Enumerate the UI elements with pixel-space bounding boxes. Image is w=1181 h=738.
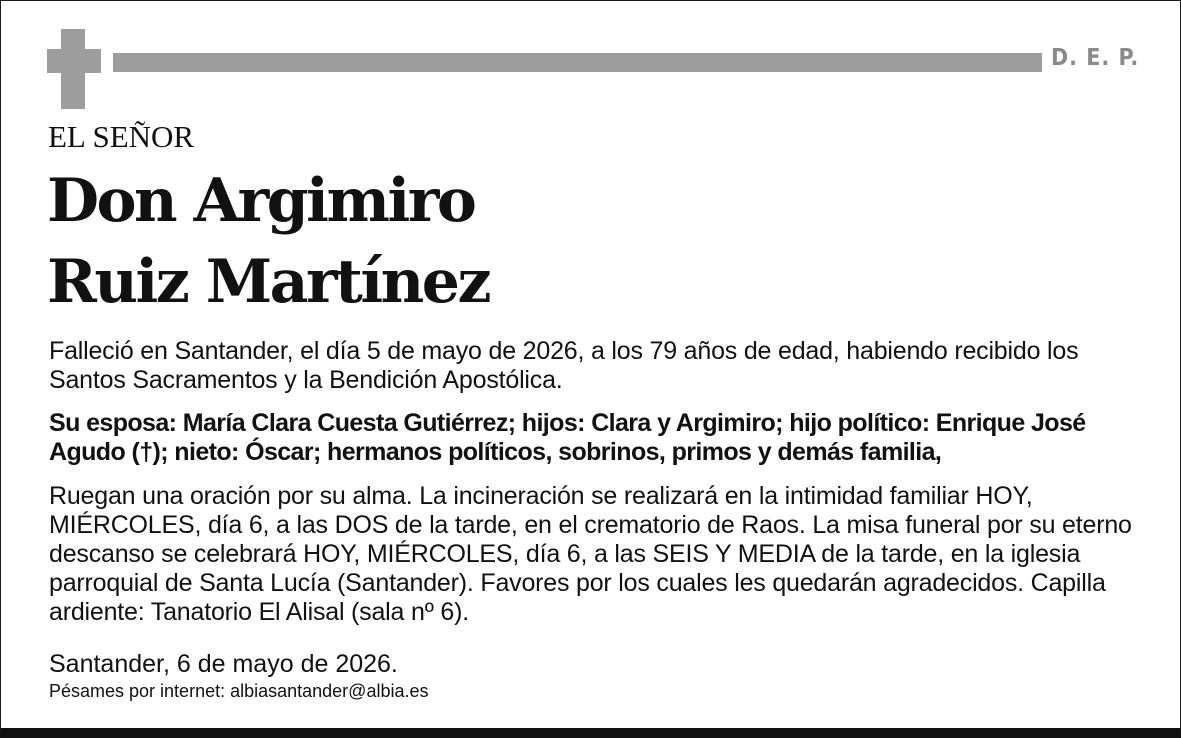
ceremony-paragraph: Ruegan una oración por su alma. La incineración se realizará en la intimidad familiar HOY, MIÉRCOLES, día 6, a las DOS de la tarde, en el crematorio de Raos. La misa funeral por su eterno descanso se celebrará HOY, MIÉRCOLES, día 6, a las SEIS Y MEDIA de la tarde, en la iglesia parroquial de Santa Lucía (Santander). Favores por los cuales les quedarán agradecidos. Capilla ardiente: Tanatorio El Alisal (sala nº 6). (49, 482, 1132, 626)
condolences-line: Pésames por internet: albiasantander@albia.es (49, 681, 429, 701)
deceased-name-line1: Don Argimiro (47, 166, 475, 236)
death-paragraph: Falleció en Santander, el día 5 de mayo de 2026, a los 79 años de edad, habiendo recibido los Santos Sacramentos y la Bendición Apostólica. (49, 337, 1079, 394)
place-date: Santander, 6 de mayo de 2026. (49, 650, 398, 678)
cross-icon (47, 29, 101, 109)
family-paragraph: Su esposa: María Clara Cuesta Gutiérrez; hijos: Clara y Argimiro; hijo político: Enrique José Agudo (†); nieto: Óscar; hermanos políticos, sobrinos, primos y demás familia, (49, 409, 1086, 466)
dep-label: D. E. P. (1051, 45, 1140, 71)
deceased-name-line2: Ruiz Martínez (47, 247, 490, 317)
honorific-title: EL SEÑOR (48, 119, 195, 154)
header-rule (113, 53, 1042, 72)
